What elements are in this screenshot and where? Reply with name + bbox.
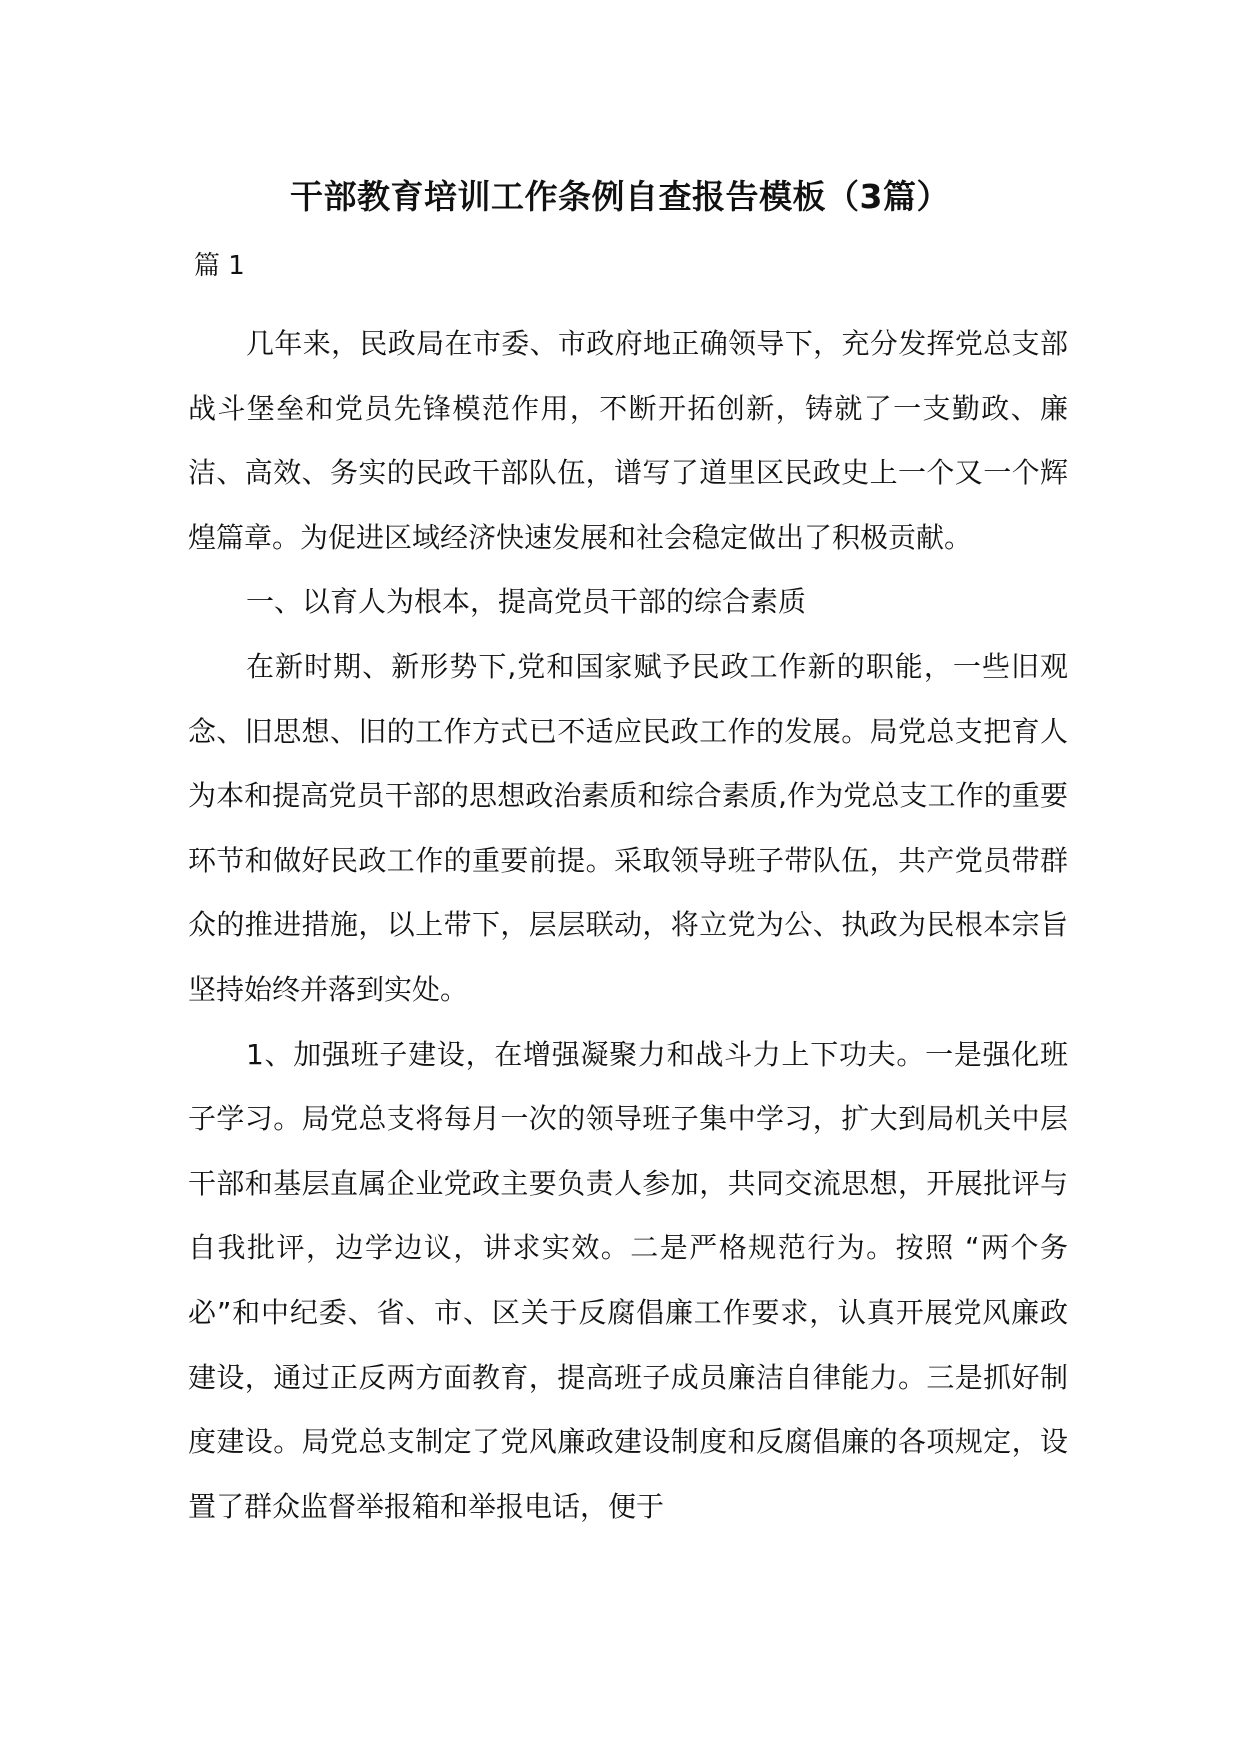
document-body [188,312,1068,1539]
section-label: 篇 1 [194,251,245,281]
paragraph-intro: 几年来，民政局在市委、市政府地正确领导下，充分发挥党总支部战斗堡垒和党员先锋模范作用，不断开拓创新，铸就了一支勤政、廉洁、高效、务实的民政干部队伍，谱写了道里区民政史上一个又一个辉煌篇章。为促进区域经济快速发展和社会稳定做出了积极贡献。 [188,327,1068,554]
paragraph-context: 在新时期、新形势下,党和国家赋予民政工作新的职能，一些旧观念、旧思想、旧的工作方式已不适应民政工作的发展。局党总支把育人为本和提高党员干部的思想政治素质和综合素质,作为党总支工作的重要环节和做好民政工作的重要前提。采取领导班子带队伍，共产党员带群众的推进措施，以上带下，层层联动，将立党为公、执政为民根本宗旨坚持始终并落到实处。 [188,649,1068,1006]
document-title: 干部教育培训工作条例自查报告模板（3篇） [290,177,950,216]
paragraph-heading-1: 一、以育人为根本，提高党员干部的综合素质 [246,585,807,619]
paragraph-item-1: 1、加强班子建设，在增强凝聚力和战斗力上下功夫。一是强化班子学习。局党总支将每月一次的领导班子集中学习，扩大到局机关中层干部和基层直属企业党政主要负责人参加，共同交流思想，开展批评与自我批评，边学边议，讲求实效。二是严格规范行为。按照 “两个务必”和中纪委、省、市、区关于反腐倡廉工作要求，认真开展党风廉政建设，通过正反两方面教育，提高班子成员廉洁自律能力。三是抓好制度建设。局党总支制定了党风廉政建设制度和反腐倡廉的各项规定，设置了群众监督举报箱和举报电话，便于 [188,1037,1068,1523]
